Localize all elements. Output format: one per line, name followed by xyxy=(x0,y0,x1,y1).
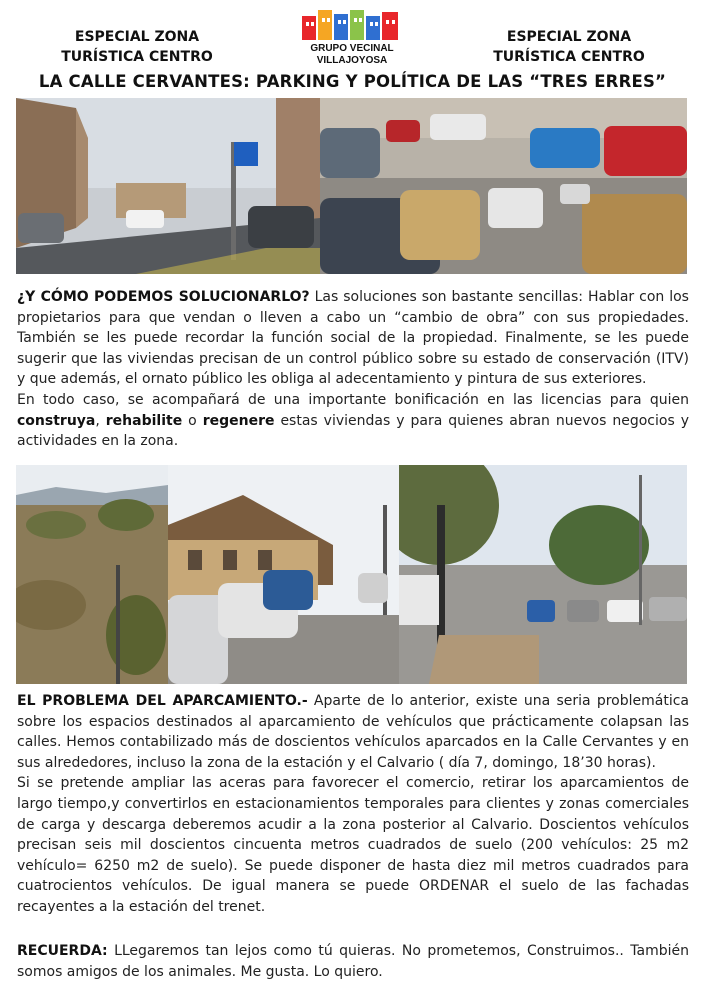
logo-house-5 xyxy=(366,16,380,40)
header-left-line1: ESPECIAL ZONA xyxy=(74,29,200,45)
page-title: LA CALLE CERVANTES: PARKING Y POLÍTICA DE LAS “TRES ERRES” xyxy=(38,72,667,91)
remember-body: LLegaremos tan lejos como tú quieras. No prometemos, Construimos.. También somos amigos de los animales. Me gusta. Lo quiero. xyxy=(17,943,689,980)
separator-2: o xyxy=(182,412,203,429)
logo-house-6 xyxy=(382,12,398,40)
solutions-body: Las soluciones son bastante sencillas: Hablar con los propietarios para que vendan o lleven a cabo un “cambio de obra” con sus propiedades. También se les puede recordar la función social de la propiedad. Finalmente, se les puede sugerir que las viviendas precisan de un control público sobre su estado de conservación (ITV) y que además, el ornato público les obliga al adecentamiento y pintura de sus exteriores. xyxy=(17,289,689,388)
logo-text-line1: GRUPO VECINAL xyxy=(310,43,394,54)
solutions-p2-start: En todo caso, se acompañará de una importante bonificación en las licencias para quien xyxy=(17,391,689,408)
header-right xyxy=(484,27,654,67)
remember-heading: RECUERDA: xyxy=(17,943,108,959)
section-parking-problem xyxy=(17,691,689,918)
parking-heading: EL PROBLEMA DEL APARCAMIENTO.- xyxy=(17,693,308,709)
logo-house-3 xyxy=(334,14,348,40)
grupo-vecinal-logo xyxy=(296,8,408,66)
section-solutions xyxy=(17,287,689,452)
remember-paragraph xyxy=(17,941,689,982)
photo-vacant-land xyxy=(16,465,168,684)
logo-house-4 xyxy=(350,10,364,40)
solutions-paragraph-1 xyxy=(17,287,689,390)
solutions-p2-end: estas viviendas y para quienes abran nuevos negocios y actividades en la zona. xyxy=(17,412,689,450)
keyword-construya: construya xyxy=(17,412,96,429)
parking-paragraph-2: Si se pretende ampliar las aceras para favorecer el comercio, retirar los aparcamientos de largo tiempo,y convertirlos en estacionamientos temporales para clientes y zonas comerciales de carga y descarga deberemos acudir a la zona posterior al Calvario. Doscientos vehículos precisan seis mil doscientos cincuenta metros cuadrados de suelo (200 vehículos: 25 m2 vehículo= 6250 m2 de suelo). Se puede disponer de hasta diez mil metros cuadrados para cuatrocientos vehículos. De igual manera se puede ORDENAR el suelo de las fachadas recayentes a la estación del trenet. xyxy=(17,775,689,915)
header-right-line1: ESPECIAL ZONA xyxy=(506,29,632,45)
separator-1: , xyxy=(95,412,106,429)
logo-house-1 xyxy=(302,16,316,40)
solutions-paragraph-2 xyxy=(17,390,689,452)
logo-house-2 xyxy=(318,10,332,40)
section-remember xyxy=(17,941,689,982)
parking-paragraph-1 xyxy=(17,691,689,773)
photo-calvario-square xyxy=(399,465,687,684)
photo-parked-cars xyxy=(320,98,687,274)
solutions-heading: ¿Y CÓMO PODEMOS SOLUCIONARLO? xyxy=(17,289,310,305)
header-left-line2: TURÍSTICA CENTRO xyxy=(61,49,213,65)
photo-street-cervantes xyxy=(16,98,320,274)
keyword-rehabilite: rehabilite xyxy=(105,412,183,429)
photo-old-station xyxy=(168,465,399,684)
header-left xyxy=(52,27,222,67)
logo-text-line2: VILLAJOYOSA xyxy=(316,55,388,66)
keyword-regenere: regenere xyxy=(202,412,275,429)
parking-body: Aparte de lo anterior, existe una seria problemática sobre los espacios destinados al aparcamiento de vehículos que prácticamente colapsan las calles. Hemos contabilizado más de doscientos vehículos aparcados en la Calle Cervantes y en sus alrededores, incluso la zona de la estación y el Calvario ( día 7, domingo, 18’30 horas). xyxy=(17,693,689,771)
header-right-line2: TURÍSTICA CENTRO xyxy=(493,49,645,65)
